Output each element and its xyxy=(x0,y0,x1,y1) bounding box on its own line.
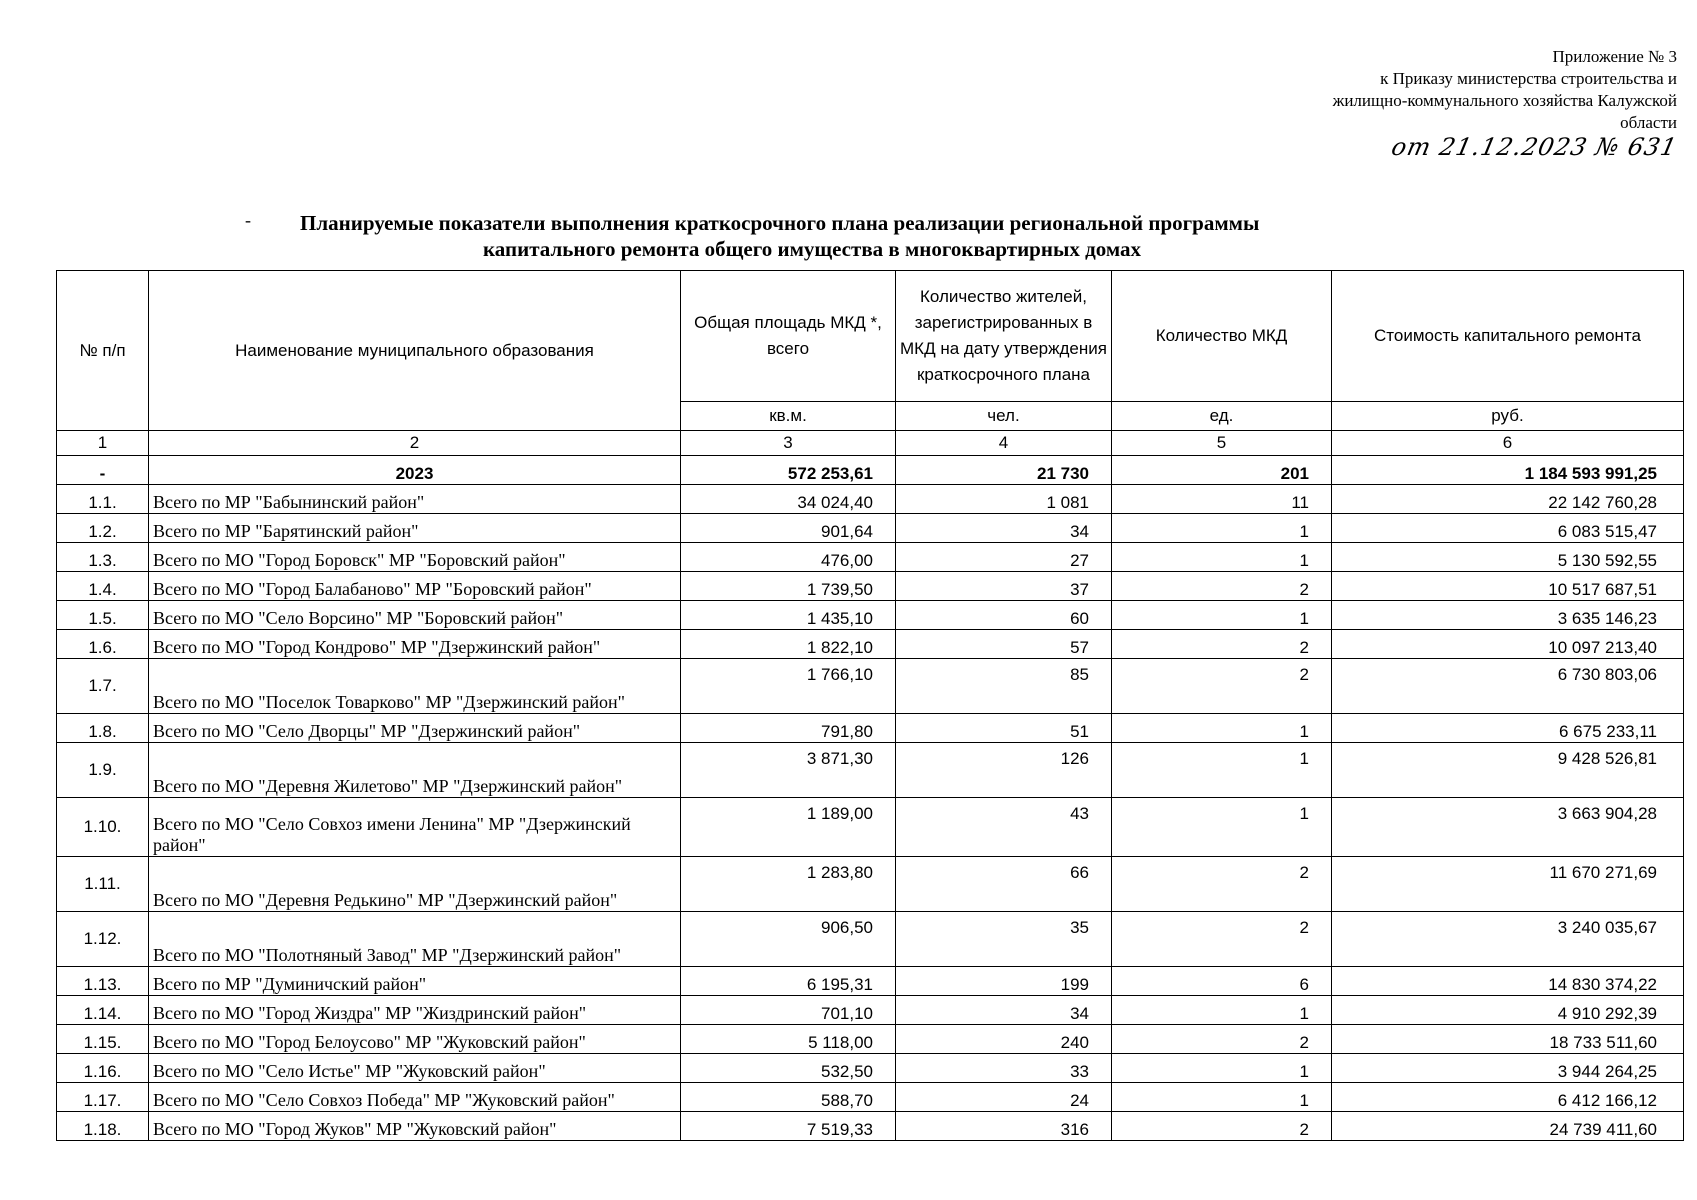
table-row xyxy=(57,1025,1684,1054)
row-residents: 1 081 xyxy=(896,485,1112,514)
row-cost: 3 635 146,23 xyxy=(1332,601,1684,630)
appendix-block xyxy=(1332,46,1680,161)
row-count: 1 xyxy=(1112,1054,1332,1083)
row-residents: 24 xyxy=(896,1083,1112,1112)
row-count: 1 xyxy=(1112,714,1332,743)
row-cost: 24 739 411,60 xyxy=(1332,1112,1684,1141)
row-cost: 6 412 166,12 xyxy=(1332,1083,1684,1112)
row-count: 6 xyxy=(1112,967,1332,996)
table-row xyxy=(57,601,1684,630)
row-count: 1 xyxy=(1112,514,1332,543)
document-title xyxy=(300,210,1400,262)
row-area: 906,50 xyxy=(681,912,896,967)
row-area: 476,00 xyxy=(681,543,896,572)
row-name: Всего по МО "Село Совхоз Победа" МР "Жуковский район" xyxy=(149,1083,681,1112)
table-row xyxy=(57,798,1684,857)
row-name: Всего по МО "Город Балабаново" МР "Боровский район" xyxy=(149,572,681,601)
row-area: 532,50 xyxy=(681,1054,896,1083)
row-area: 701,10 xyxy=(681,996,896,1025)
row-name: Всего по МР "Бабынинский район" xyxy=(149,485,681,514)
table-row xyxy=(57,912,1684,967)
row-cost: 6 730 803,06 xyxy=(1332,659,1684,714)
row-cost: 11 670 271,69 xyxy=(1332,857,1684,912)
title-bullet: - xyxy=(245,210,251,230)
row-num: 1.15. xyxy=(57,1025,149,1054)
row-num: 1.16. xyxy=(57,1054,149,1083)
row-residents: 60 xyxy=(896,601,1112,630)
row-count: 2 xyxy=(1112,1112,1332,1141)
column-number-row xyxy=(57,431,1684,456)
row-num: 1.11. xyxy=(57,857,149,912)
table-row xyxy=(57,659,1684,714)
header-name: Наименование муниципального образования xyxy=(149,271,681,431)
appendix-line-2: к Приказу министерства строительства и xyxy=(1380,69,1677,88)
colnum-2: 2 xyxy=(149,431,681,456)
title-line-2: капитального ремонта общего имущества в многоквартирных домах xyxy=(483,237,1141,261)
row-count: 1 xyxy=(1112,543,1332,572)
row-residents: 126 xyxy=(896,743,1112,798)
row-count: 11 xyxy=(1112,485,1332,514)
row-name: Всего по МР "Думиничский район" xyxy=(149,967,681,996)
row-count: 1 xyxy=(1112,743,1332,798)
row-count: 1 xyxy=(1112,601,1332,630)
total-num: - xyxy=(57,456,149,485)
colnum-3: 3 xyxy=(681,431,896,456)
row-num: 1.14. xyxy=(57,996,149,1025)
table-row xyxy=(57,743,1684,798)
appendix-line-4: области xyxy=(1620,113,1677,132)
header-cost: Стоимость капитального ремонта xyxy=(1332,271,1684,402)
row-residents: 37 xyxy=(896,572,1112,601)
row-area: 7 519,33 xyxy=(681,1112,896,1141)
row-name: Всего по МО "Город Боровск" МР "Боровский район" xyxy=(149,543,681,572)
unit-count: ед. xyxy=(1112,402,1332,431)
row-cost: 9 428 526,81 xyxy=(1332,743,1684,798)
row-cost: 10 097 213,40 xyxy=(1332,630,1684,659)
table-row xyxy=(57,543,1684,572)
row-cost: 3 240 035,67 xyxy=(1332,912,1684,967)
row-residents: 34 xyxy=(896,514,1112,543)
unit-residents: чел. xyxy=(896,402,1112,431)
row-area: 1 283,80 xyxy=(681,857,896,912)
total-count: 201 xyxy=(1112,456,1332,485)
colnum-5: 5 xyxy=(1112,431,1332,456)
row-cost: 6 675 233,11 xyxy=(1332,714,1684,743)
row-area: 3 871,30 xyxy=(681,743,896,798)
row-name: Всего по МО "Село Истье" МР "Жуковский район" xyxy=(149,1054,681,1083)
row-area: 6 195,31 xyxy=(681,967,896,996)
row-name: Всего по МО "Город Жиздра" МР "Жиздринский район" xyxy=(149,996,681,1025)
row-num: 1.5. xyxy=(57,601,149,630)
row-name: Всего по МО "Село Ворсино" МР "Боровский район" xyxy=(149,601,681,630)
row-name: Всего по МО "Село Совхоз имени Ленина" МР "Дзержинский район" xyxy=(149,798,681,857)
row-cost: 22 142 760,28 xyxy=(1332,485,1684,514)
row-num: 1.7. xyxy=(57,659,149,714)
row-count: 1 xyxy=(1112,798,1332,857)
row-cost: 18 733 511,60 xyxy=(1332,1025,1684,1054)
row-count: 2 xyxy=(1112,572,1332,601)
table-row xyxy=(57,857,1684,912)
row-num: 1.2. xyxy=(57,514,149,543)
row-cost: 5 130 592,55 xyxy=(1332,543,1684,572)
row-num: 1.9. xyxy=(57,743,149,798)
table-row xyxy=(57,1083,1684,1112)
row-cost: 6 083 515,47 xyxy=(1332,514,1684,543)
header-residents: Количество жителей, зарегистрированных в МКД на дату утверждения краткосрочного плана xyxy=(896,271,1112,402)
row-residents: 199 xyxy=(896,967,1112,996)
handwritten-date-signature: от 21.12.2023 № 631 xyxy=(1388,133,1680,161)
total-residents: 21 730 xyxy=(896,456,1112,485)
row-area: 1 739,50 xyxy=(681,572,896,601)
row-area: 588,70 xyxy=(681,1083,896,1112)
row-num: 1.13. xyxy=(57,967,149,996)
row-area: 1 435,10 xyxy=(681,601,896,630)
table-row xyxy=(57,514,1684,543)
total-year: 2023 xyxy=(149,456,681,485)
appendix-line-3: жилищно-коммунального хозяйства Калужской xyxy=(1332,91,1677,110)
row-area: 791,80 xyxy=(681,714,896,743)
header-num: № п/п xyxy=(57,271,149,431)
colnum-4: 4 xyxy=(896,431,1112,456)
indicators-table xyxy=(56,270,1684,1141)
row-count: 2 xyxy=(1112,912,1332,967)
row-residents: 27 xyxy=(896,543,1112,572)
row-name: Всего по МО "Деревня Жилетово" МР "Дзержинский район" xyxy=(149,743,681,798)
row-name: Всего по МО "Деревня Редькино" МР "Дзержинский район" xyxy=(149,857,681,912)
row-residents: 33 xyxy=(896,1054,1112,1083)
row-residents: 85 xyxy=(896,659,1112,714)
row-area: 5 118,00 xyxy=(681,1025,896,1054)
row-count: 1 xyxy=(1112,996,1332,1025)
row-area: 1 822,10 xyxy=(681,630,896,659)
row-num: 1.6. xyxy=(57,630,149,659)
row-num: 1.17. xyxy=(57,1083,149,1112)
row-count: 2 xyxy=(1112,659,1332,714)
appendix-line-1: Приложение № 3 xyxy=(1552,47,1677,66)
total-area: 572 253,61 xyxy=(681,456,896,485)
table-row xyxy=(57,1054,1684,1083)
row-residents: 43 xyxy=(896,798,1112,857)
table-row xyxy=(57,485,1684,514)
row-num: 1.10. xyxy=(57,798,149,857)
row-num: 1.8. xyxy=(57,714,149,743)
header-count: Количество МКД xyxy=(1112,271,1332,402)
row-residents: 66 xyxy=(896,857,1112,912)
total-cost: 1 184 593 991,25 xyxy=(1332,456,1684,485)
total-row xyxy=(57,456,1684,485)
row-num: 1.3. xyxy=(57,543,149,572)
row-name: Всего по МО "Полотняный Завод" МР "Дзержинский район" xyxy=(149,912,681,967)
row-area: 1 189,00 xyxy=(681,798,896,857)
row-name: Всего по МО "Поселок Товарково" МР "Дзержинский район" xyxy=(149,659,681,714)
row-residents: 51 xyxy=(896,714,1112,743)
table-row xyxy=(57,996,1684,1025)
row-area: 1 766,10 xyxy=(681,659,896,714)
row-cost: 3 663 904,28 xyxy=(1332,798,1684,857)
unit-area: кв.м. xyxy=(681,402,896,431)
row-cost: 3 944 264,25 xyxy=(1332,1054,1684,1083)
row-name: Всего по МО "Город Жуков" МР "Жуковский район" xyxy=(149,1112,681,1141)
row-name: Всего по МО "Город Кондрово" МР "Дзержинский район" xyxy=(149,630,681,659)
header-area: Общая площадь МКД *, всего xyxy=(681,271,896,402)
table-row xyxy=(57,714,1684,743)
row-cost: 14 830 374,22 xyxy=(1332,967,1684,996)
colnum-6: 6 xyxy=(1332,431,1684,456)
row-residents: 240 xyxy=(896,1025,1112,1054)
row-name: Всего по МО "Село Дворцы" МР "Дзержинский район" xyxy=(149,714,681,743)
row-num: 1.12. xyxy=(57,912,149,967)
row-count: 2 xyxy=(1112,857,1332,912)
colnum-1: 1 xyxy=(57,431,149,456)
row-area: 901,64 xyxy=(681,514,896,543)
row-residents: 35 xyxy=(896,912,1112,967)
row-count: 2 xyxy=(1112,1025,1332,1054)
row-residents: 34 xyxy=(896,996,1112,1025)
table-row xyxy=(57,967,1684,996)
row-cost: 10 517 687,51 xyxy=(1332,572,1684,601)
row-num: 1.18. xyxy=(57,1112,149,1141)
row-count: 2 xyxy=(1112,630,1332,659)
row-count: 1 xyxy=(1112,1083,1332,1112)
row-residents: 57 xyxy=(896,630,1112,659)
title-line-1: Планируемые показатели выполнения краткосрочного плана реализации региональной программы xyxy=(300,211,1260,235)
row-name: Всего по МР "Барятинский район" xyxy=(149,514,681,543)
row-name: Всего по МО "Город Белоусово" МР "Жуковский район" xyxy=(149,1025,681,1054)
table-row xyxy=(57,572,1684,601)
row-num: 1.4. xyxy=(57,572,149,601)
row-num: 1.1. xyxy=(57,485,149,514)
table-row xyxy=(57,1112,1684,1141)
row-cost: 4 910 292,39 xyxy=(1332,996,1684,1025)
unit-cost: руб. xyxy=(1332,402,1684,431)
row-residents: 316 xyxy=(896,1112,1112,1141)
table-row xyxy=(57,630,1684,659)
row-area: 34 024,40 xyxy=(681,485,896,514)
